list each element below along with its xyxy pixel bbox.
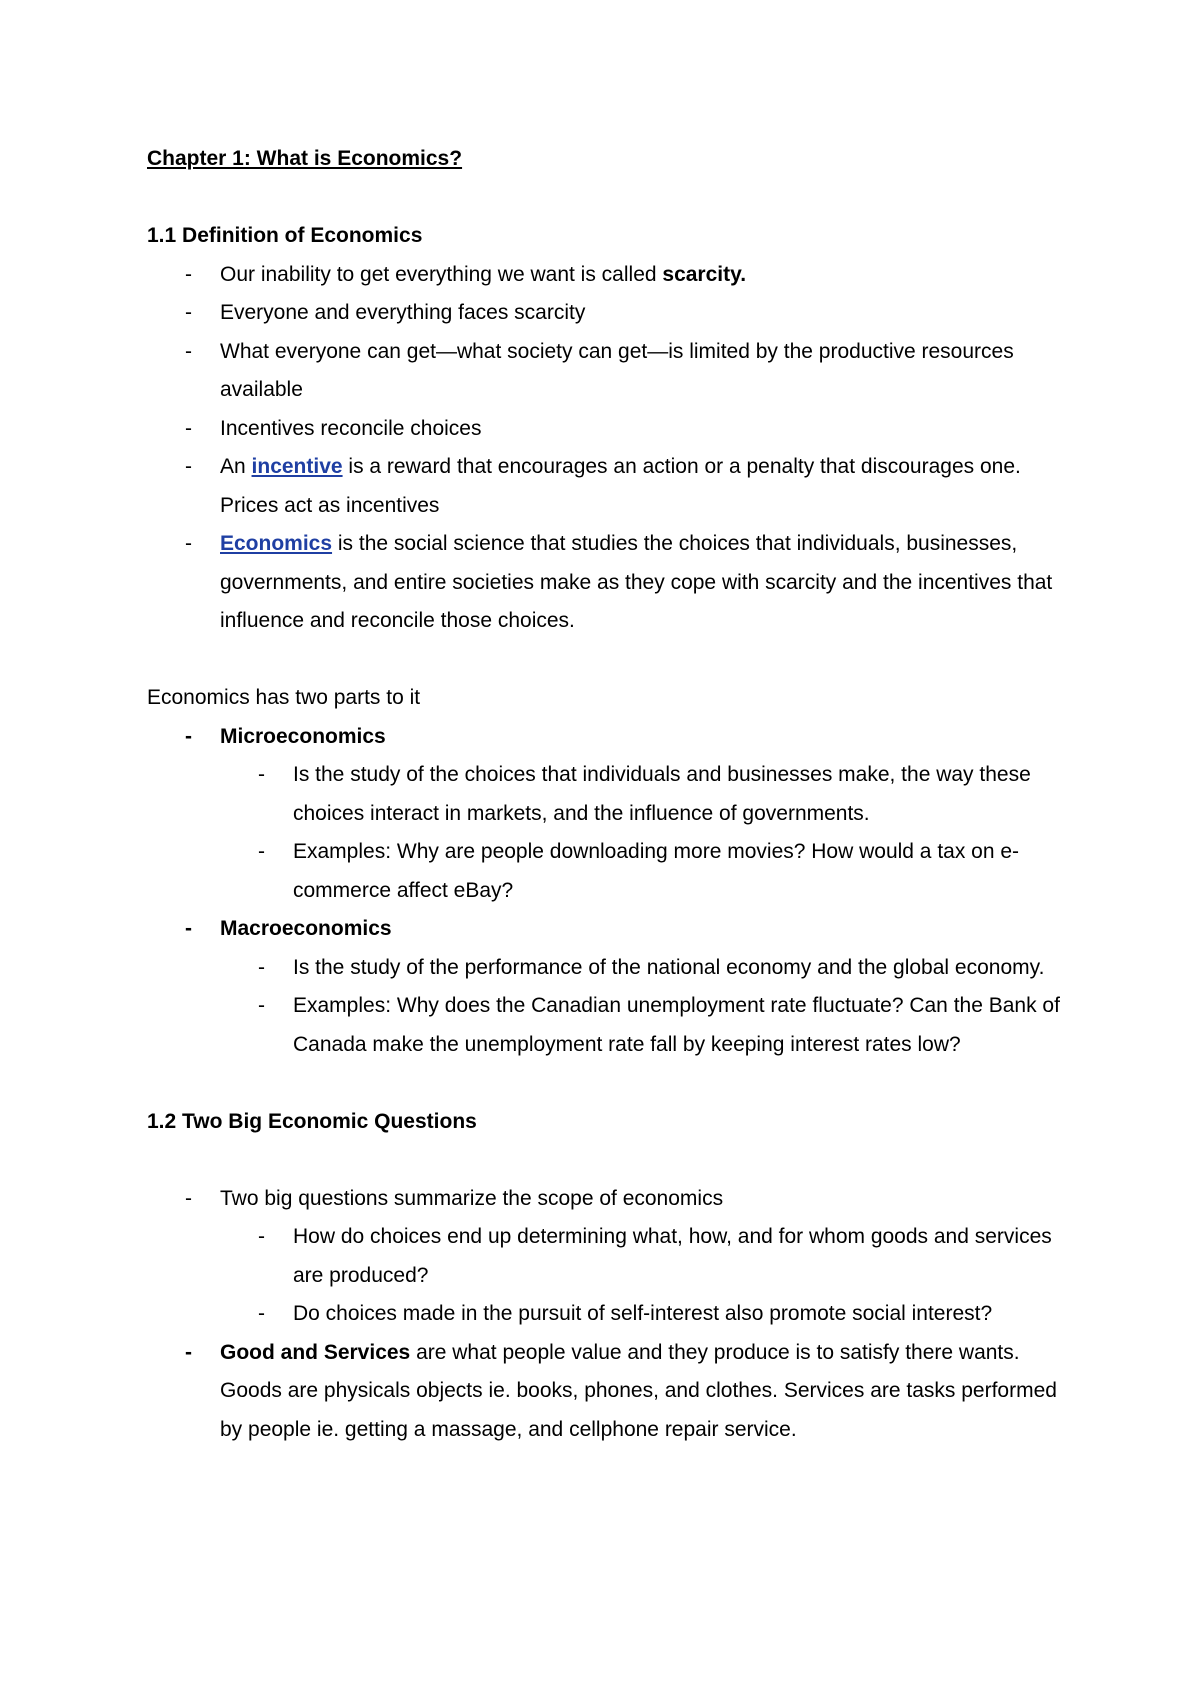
bullet-text: Do choices made in the pursuit of self-interest also promote social interest? (293, 1302, 993, 1325)
dash-marker: - (258, 840, 265, 863)
dash-marker: - (185, 917, 192, 940)
parts-intro: Economics has two parts to it (147, 686, 421, 709)
dash-marker: - (185, 724, 192, 748)
spacer (147, 179, 1067, 218)
list-item (220, 1218, 1067, 1295)
list-item (147, 1180, 1067, 1334)
dash-marker: - (185, 455, 192, 478)
list-item (147, 256, 1067, 295)
document-content (147, 140, 1067, 1449)
bullet-text: are what people value and they produce is to satisfy there wants. Goods are physicals objects ie. books, phones, and clothes. Services are tasks performed by people ie. getting a massage, and cellphone repair service. (220, 1340, 1057, 1441)
bullet-text: Examples: Why are people downloading more movies? How would a tax on e-commerce affect eBay? (293, 840, 1020, 902)
bullet-text: Examples: Why does the Canadian unemployment rate fluctuate? Can the Bank of Canada make the unemployment rate fall by keeping interest rates low? (293, 994, 1060, 1056)
dash-marker: - (185, 1186, 192, 1210)
list-item-macroeconomics (147, 910, 1067, 1064)
dash-marker: - (258, 1225, 265, 1248)
bullet-text: Everyone and everything faces scarcity (220, 301, 586, 324)
chapter-title: Chapter 1: What is Economics? (147, 147, 463, 170)
bullet-text: How do choices end up determining what, how, and for whom goods and services are produced? (293, 1225, 1052, 1287)
bullet-text: is a reward that encourages an action or a penalty that discourages one. Prices act as incentives (220, 455, 1021, 517)
dash-marker: - (185, 416, 192, 440)
macroeconomics-sublist (220, 949, 1067, 1065)
questions-list (147, 1180, 1067, 1450)
list-item (220, 756, 1067, 833)
bullet-text: Incentives reconcile choices (220, 416, 482, 440)
macroeconomics-label: Macroeconomics (220, 917, 392, 940)
bullet-text: An (220, 455, 252, 478)
definition-list (147, 256, 1067, 641)
spacer (147, 1064, 1067, 1103)
dash-marker: - (258, 763, 265, 786)
section-heading-questions: 1.2 Two Big Economic Questions (147, 1109, 477, 1133)
spacer (147, 1141, 1067, 1180)
dash-marker: - (258, 994, 265, 1017)
list-item-goods-services (147, 1334, 1067, 1450)
dash-marker: - (258, 955, 265, 979)
questions-sublist (220, 1218, 1067, 1334)
list-item (147, 294, 1067, 333)
list-item (220, 1295, 1067, 1334)
spacer (147, 641, 1067, 680)
dash-marker: - (185, 339, 192, 363)
bullet-text: Is the study of the choices that individuals and businesses make, the way these choices interact in markets, and the influence of governments. (293, 763, 1031, 825)
economics-link[interactable]: Economics (220, 532, 333, 555)
list-item (147, 333, 1067, 410)
bullet-text: What everyone can get—what society can get—is limited by the productive resources available (220, 339, 1014, 401)
microeconomics-sublist (220, 756, 1067, 910)
microeconomics-label: Microeconomics (220, 724, 386, 748)
section-heading-definition: 1.1 Definition of Economics (147, 224, 423, 247)
list-item (147, 448, 1067, 525)
list-item (220, 833, 1067, 910)
list-item-microeconomics (147, 718, 1067, 911)
goods-services-term: Good and Services (220, 1340, 411, 1364)
dash-marker: - (185, 1340, 192, 1364)
list-item (147, 410, 1067, 449)
list-item (220, 987, 1067, 1064)
dash-marker: - (185, 301, 192, 324)
parts-list (147, 718, 1067, 1065)
incentive-link[interactable]: incentive (251, 455, 343, 478)
dash-marker: - (185, 532, 192, 555)
dash-marker: - (258, 1302, 265, 1325)
bullet-text: Is the study of the performance of the national economy and the global economy. (293, 955, 1045, 979)
bullet-text: is the social science that studies the choices that individuals, businesses, governments, and entire societies make as they cope with scarcity and the incentives that influence and reconcile those choices. (220, 532, 1053, 632)
dash-marker: - (185, 262, 192, 286)
bullet-text: Our inability to get everything we want is called (220, 262, 663, 286)
list-item (147, 525, 1067, 641)
list-item (220, 949, 1067, 988)
bullet-text: Two big questions summarize the scope of economics (220, 1186, 724, 1210)
scarcity-term: scarcity. (662, 262, 747, 286)
